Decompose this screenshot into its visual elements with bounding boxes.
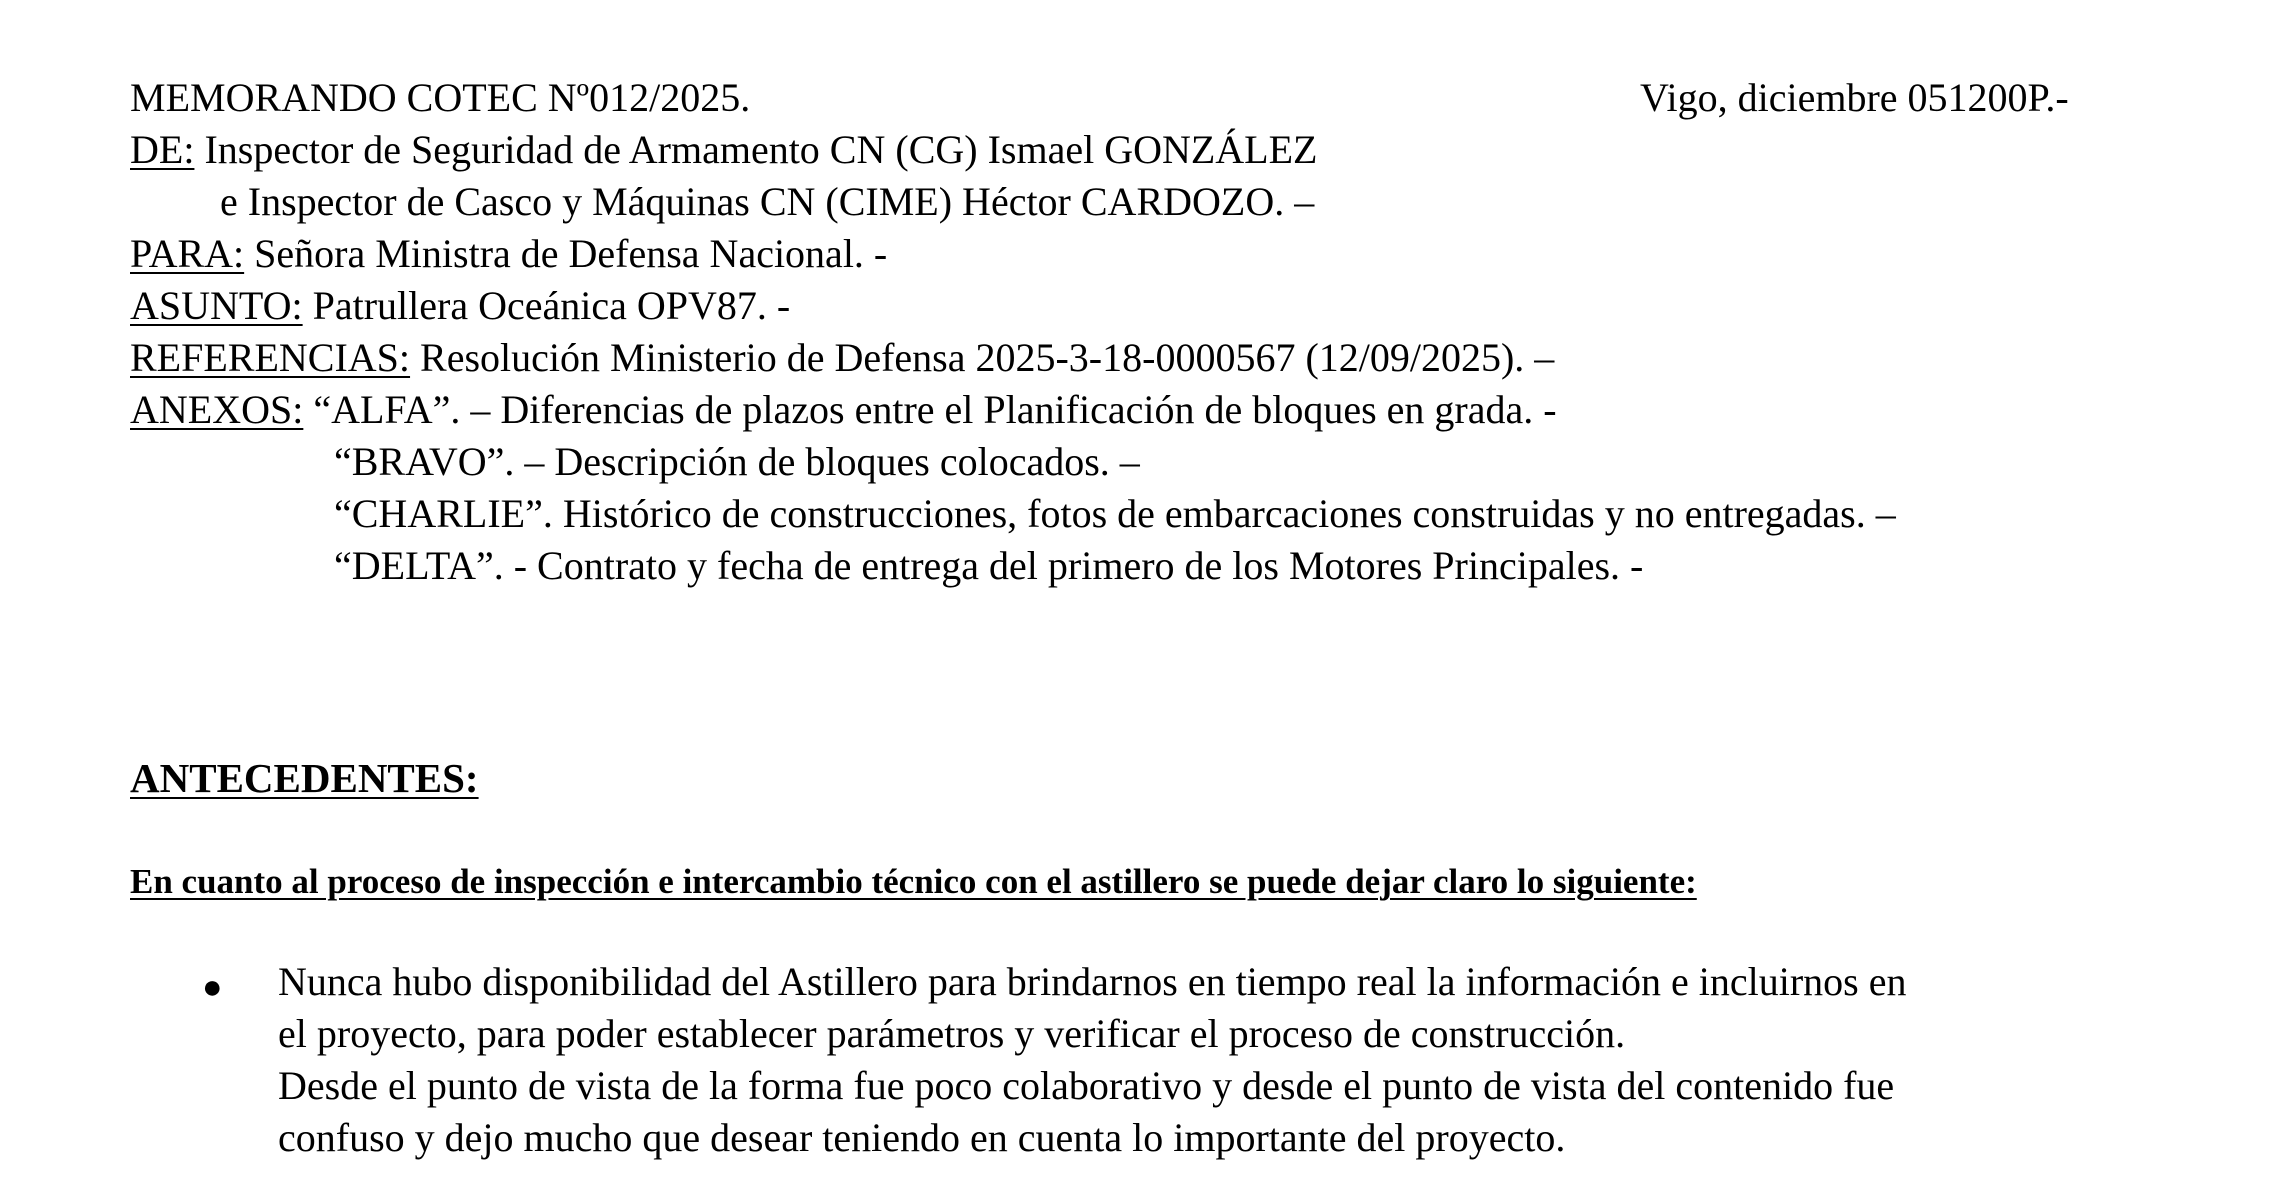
place-date: Vigo, diciembre 051200P.- <box>1640 75 2069 120</box>
section-intro: En cuanto al proceso de inspección e intercambio técnico con el astillero se puede dejar claro lo siguiente: <box>130 862 1697 901</box>
references-label: REFERENCIAS: <box>130 335 411 380</box>
annex-item-charlie: “CHARLIE”. Histórico de construcciones, fotos de embarcaciones construidas y no entregadas. – <box>334 491 1896 536</box>
from-line <box>130 124 1317 176</box>
annex-item-bravo: “BRAVO”. – Descripción de bloques colocados. – <box>334 439 1140 484</box>
annexes-line <box>130 384 1557 436</box>
bullet-line-4: confuso y dejo mucho que desear teniendo en cuenta lo importante del proyecto. <box>278 1115 1566 1160</box>
to-line <box>130 228 887 280</box>
bullet-line-3: Desde el punto de vista de la forma fue poco colaborativo y desde el punto de vista del contenido fue <box>278 1063 1895 1108</box>
bullet-line-1: Nunca hubo disponibilidad del Astillero para brindarnos en tiempo real la información e incluirnos en <box>278 959 1907 1004</box>
references-text: Resolución Ministerio de Defensa 2025-3-18-0000567 (12/09/2025). – <box>410 335 1555 380</box>
subject-text: Patrullera Oceánica OPV87. - <box>302 283 791 328</box>
memo-number: MEMORANDO COTEC Nº012/2025. <box>130 75 751 120</box>
bullet-line-2: el proyecto, para poder establecer parámetros y verificar el proceso de construcción. <box>278 1011 1626 1056</box>
bullet-icon: ● <box>202 969 223 1006</box>
annex-item-delta: “DELTA”. - Contrato y fecha de entrega del primero de los Motores Principales. - <box>334 543 1644 588</box>
to-label: PARA: <box>130 231 245 276</box>
subject-label: ASUNTO: <box>130 283 303 328</box>
to-text: Señora Ministra de Defensa Nacional. - <box>244 231 888 276</box>
from-line-2: e Inspector de Casco y Máquinas CN (CIME) Héctor CARDOZO. – <box>220 179 1315 224</box>
annex-item-alfa: “ALFA”. – Diferencias de plazos entre el Planificación de bloques en grada. - <box>313 387 1557 432</box>
references-line <box>130 332 1554 384</box>
section-heading: ANTECEDENTES: <box>130 755 479 801</box>
annexes-label: ANEXOS: <box>130 387 304 432</box>
from-label: DE: <box>130 127 195 172</box>
subject-line <box>130 280 790 332</box>
from-text: Inspector de Seguridad de Armamento CN (CG) Ismael GONZÁLEZ <box>194 127 1318 172</box>
